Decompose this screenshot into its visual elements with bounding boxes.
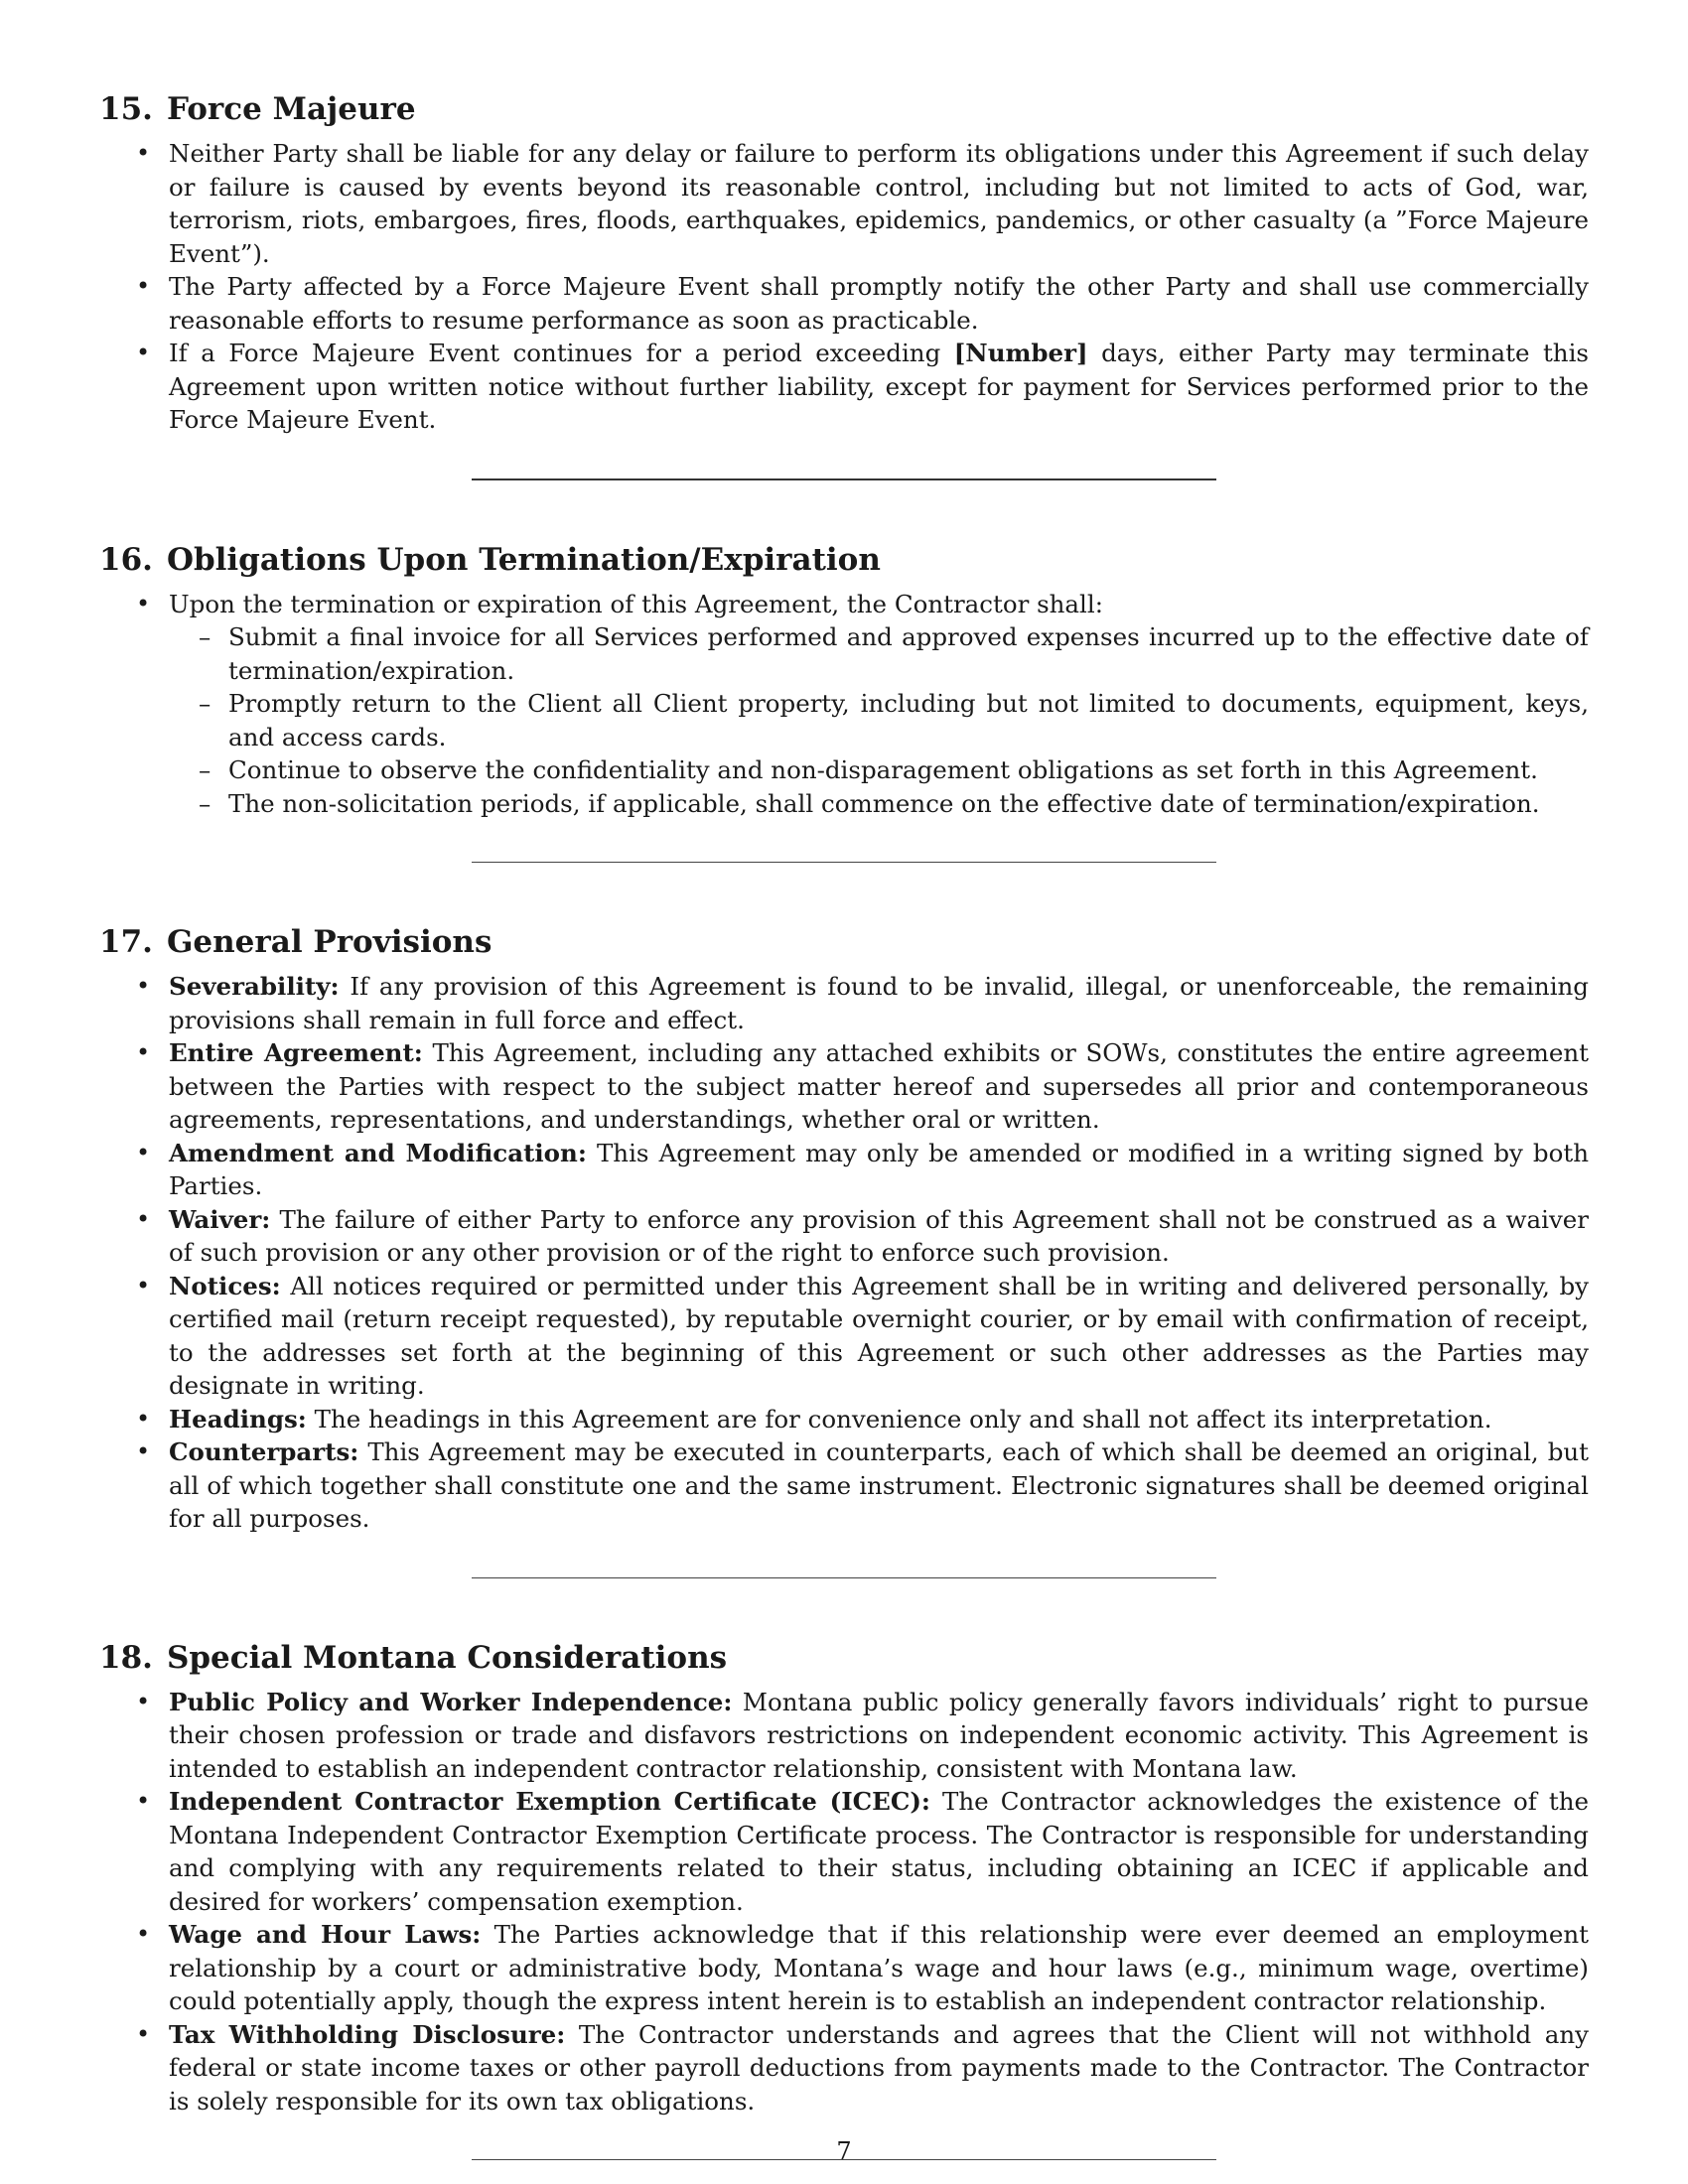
list-item: • Notices: All notices required or permitted under this Agreement shall be in writing and delivered personally, by certified mail (return receipt requested), by reputable overnight courier, or by email with confirmation of receipt, to the addresses set forth at the beginning of this Agreement or such other addresses as the Parties may designate in writing. [99,1270,1589,1403]
bullet-list [99,588,1589,821]
section-general-provisions [99,922,1589,1536]
list-item: • Severability: If any provision of this Agreement is found to be invalid, illegal, or unenforceable, the remaining provisions shall remain in full force and effect. [99,970,1589,1036]
sub-list-item: – Submit a final invoice for all Services performed and approved expenses incurred up to the effective date of termination/expiration. [169,620,1589,687]
section-force-majeure [99,89,1589,437]
section-obligations-upon-termination [99,540,1589,821]
sub-list [169,620,1589,820]
bullet-list [99,1686,1589,2118]
list-item: • Independent Contractor Exemption Certificate (ICEC): The Contractor acknowledges the existence of the Montana Independent Contractor Exemption Certificate process. The Contractor is responsible for understanding and complying with any requirements related to their status, including obtaining an ICEC if applicable and desired for workers’ compensation exemption. [99,1785,1589,1918]
list-item: • If a Force Majeure Event continues for a period exceeding [Number] days, either Party may terminate this Agreement upon written notice without further liability, except for payment for Services performed prior to the Force Majeure Event. [99,337,1589,437]
section-heading: 18. Special Montana Considerations [99,1639,728,1676]
list-item: • Upon the termination or expiration of this Agreement, the Contractor shall: – Submit a final invoice for all Services performed and approved expenses incurred up to the effective date of termination/expiration. – Promptly return to the Client all Client property, including but not limited to documents, equipment, keys, and access cards. – Continue to observe the confidentiality and non-disparagement obligations as set forth in this Agreement. – The non-solicitation periods, if applicable, shall commence on the effective date of termination/expiration. [99,588,1589,821]
section-special-montana-considerations [99,1638,1589,2118]
bullet-list [99,137,1589,437]
list-item: • The Party affected by a Force Majeure Event shall promptly notify the other Party and shall use commercially reasonable efforts to resume performance as soon as practicable. [99,270,1589,337]
list-item: • Amendment and Modification: This Agreement may only be amended or modified in a writing signed by both Parties. [99,1137,1589,1203]
list-item: • Entire Agreement: This Agreement, including any attached exhibits or SOWs, constitutes the entire agreement between the Parties with respect to the subject matter hereof and supersedes all prior and contemporaneous agreements, representations, and understandings, whether oral or written. [99,1036,1589,1137]
document-page [99,89,1589,2160]
page-number: 7 [836,2137,852,2165]
sub-list-item: – Promptly return to the Client all Client property, including but not limited to documents, equipment, keys, and access cards. [169,687,1589,753]
list-item: • Tax Withholding Disclosure: The Contractor understands and agrees that the Client will not withhold any federal or state income taxes or other payroll deductions from payments made to the Contractor. The Contractor is solely responsible for its own tax obligations. [99,2018,1589,2118]
list-item: • Wage and Hour Laws: The Parties acknowledge that if this relationship were ever deemed an employment relationship by a court or administrative body, Montana’s wage and hour laws (e.g., minimum wage, overtime) could potentially apply, though the express intent herein is to establish an independent contractor relationship. [99,1918,1589,2018]
section-heading: 17. General Provisions [99,924,492,960]
section-heading: 15. Force Majeure [99,91,416,127]
list-item: • Headings: The headings in this Agreement are for convenience only and shall not affect its interpretation. [99,1403,1589,1436]
bullet-list [99,970,1589,1536]
sub-list-item: – The non-solicitation periods, if applicable, shall commence on the effective date of termination/expiration. [169,787,1589,821]
section-heading: 16. Obligations Upon Termination/Expiration [99,541,881,578]
list-item: • Neither Party shall be liable for any delay or failure to perform its obligations under this Agreement if such delay or failure is caused by events beyond its reasonable control, including but not limited to acts of God, war, terrorism, riots, embargoes, fires, floods, earthquakes, epidemics, pandemics, or other casualty (a ”Force Majeure Event”). [99,137,1589,270]
sub-list-item: – Continue to observe the confidentiality and non-disparagement obligations as set forth in this Agreement. [169,753,1589,787]
list-item: • Public Policy and Worker Independence: Montana public policy generally favors individuals’ right to pursue their chosen profession or trade and disfavors restrictions on independent economic activity. This Agreement is intended to establish an independent contractor relationship, consistent with Montana law. [99,1686,1589,1786]
list-item: • Counterparts: This Agreement may be executed in counterparts, each of which shall be deemed an original, but all of which together shall constitute one and the same instrument. Electronic signatures shall be deemed original for all purposes. [99,1435,1589,1536]
list-item: • Waiver: The failure of either Party to enforce any provision of this Agreement shall not be construed as a waiver of such provision or any other provision or of the right to enforce such provision. [99,1203,1589,1270]
